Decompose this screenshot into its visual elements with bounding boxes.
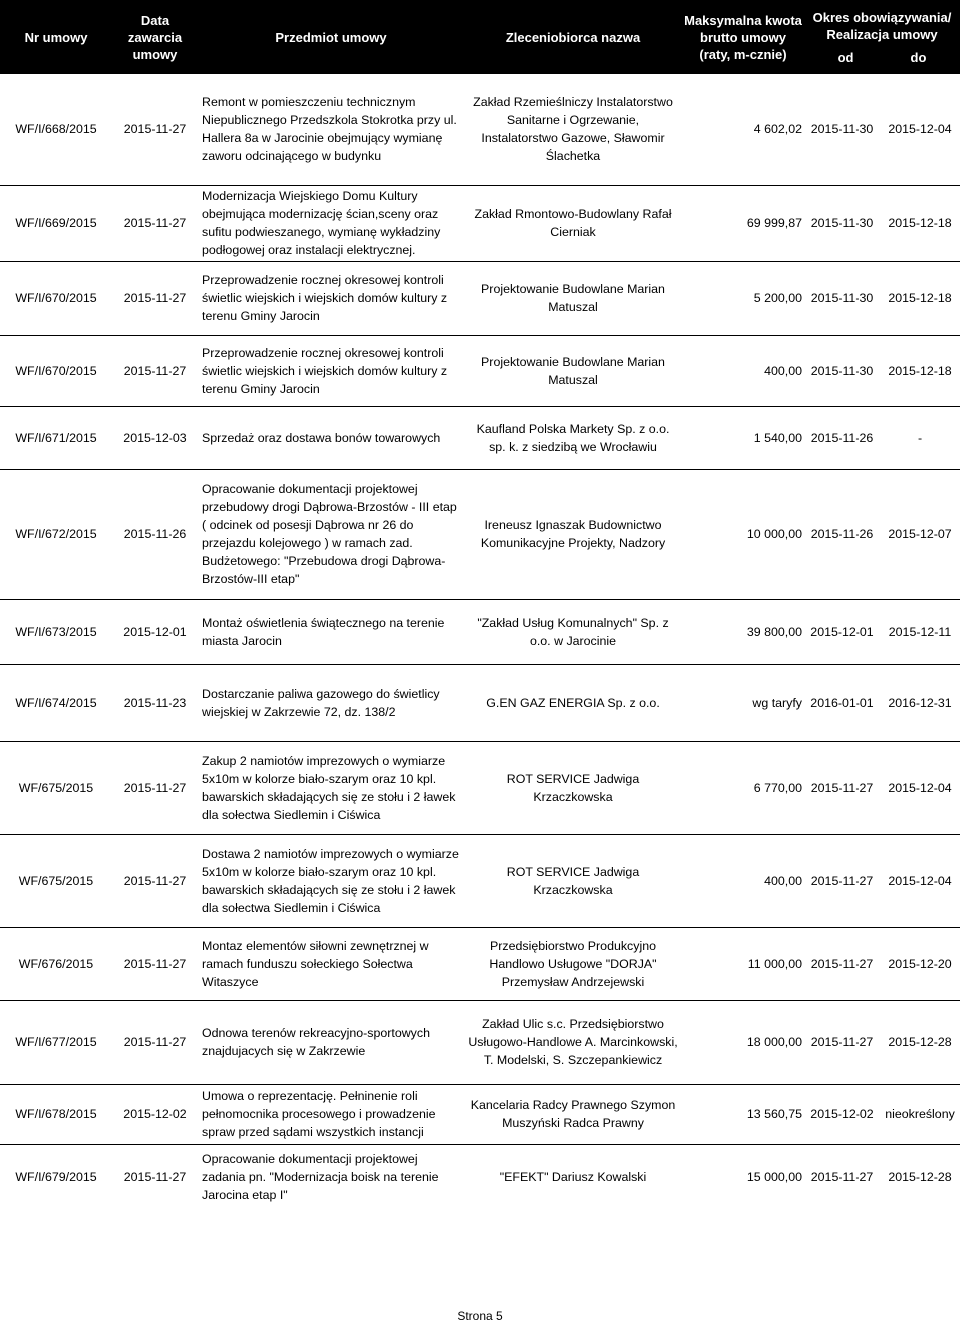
cell-subject: Umowa o reprezentację. Pełninenie roli pełnomocnika procesowego i prowadzenie spraw przed sądami wszystkich instancji [198, 1084, 464, 1144]
cell-from: 2015-11-27 [804, 834, 880, 927]
table-row [0, 1084, 960, 1144]
table-row [0, 599, 960, 664]
cell-from: 2015-11-26 [804, 469, 880, 599]
cell-amount: 15 000,00 [746, 1169, 802, 1184]
cell-date: 2015-11-27 [112, 335, 198, 406]
header-from: od [837, 49, 854, 65]
cell-subject: Opracowanie dokumentacji projektowej zadania pn. "Modernizacja boisk na terenie Jarocina etap I" [202, 1151, 439, 1202]
header-amount: Maksymalna kwota brutto umowy (raty, m-cznie) [682, 0, 804, 74]
cell-to: 2015-12-28 [888, 1169, 952, 1184]
cell-to: 2015-12-04 [880, 741, 960, 834]
cell-to: - [880, 406, 960, 469]
cell-amount: 6 770,00 [682, 741, 804, 834]
cell-to: 2015-12-18 [880, 335, 960, 406]
cell-contractor: Kaufland Polska Markety Sp. z o.o. sp. k. z siedzibą we Wrocławiu [464, 406, 682, 469]
cell-date: 2015-12-02 [112, 1084, 198, 1144]
cell-contractor: G.EN GAZ ENERGIA Sp. z o.o. [464, 664, 682, 741]
cell-nr: WF/I/668/2015 [0, 74, 112, 185]
cell-from: 2015-11-30 [804, 74, 880, 185]
cell-date: 2015-11-27 [112, 185, 198, 261]
cell-from: 2015-11-27 [804, 741, 880, 834]
cell-amount: 39 800,00 [682, 599, 804, 664]
cell-amount: 1 540,00 [682, 406, 804, 469]
cell-from: 2015-11-27 [810, 1169, 874, 1184]
cell-amount: 400,00 [682, 834, 804, 927]
cell-subject: Dostarczanie paliwa gazowego do świetlicy wiejskiej w Zakrzewie 72, dz. 138/2 [198, 664, 464, 741]
header-date: Data zawarcia umowy [112, 0, 198, 74]
cell-subject: Montaż oświetlenia świątecznego na terenie miasta Jarocin [198, 599, 464, 664]
cell-nr: WF/I/674/2015 [0, 664, 112, 741]
cell-amount: 13 560,75 [682, 1084, 804, 1144]
cell-date: 2015-12-03 [112, 406, 198, 469]
cell-from: 2015-11-26 [804, 406, 880, 469]
header-nr: Nr umowy [0, 0, 112, 74]
table-header [0, 0, 960, 74]
cell-nr: WF/I/670/2015 [0, 335, 112, 406]
cell-from: 2016-01-01 [804, 664, 880, 741]
cell-from: 2015-12-02 [804, 1084, 880, 1144]
cell-from: 2015-11-30 [804, 335, 880, 406]
cell-subject: Sprzedaż oraz dostawa bonów towarowych [198, 406, 464, 469]
table-row [0, 1144, 960, 1209]
cell-subject: Zakup 2 namiotów imprezowych o wymiarze 5x10m w kolorze biało-szarym oraz 10 kpl. bawarskich składających się ze stołu i 2 ławek dla sołectwa Siedlemin i Ciświca [198, 741, 464, 834]
cell-subject: Dostawa 2 namiotów imprezowych o wymiarze 5x10m w kolorze biało-szarym oraz 10 kpl. bawarskich składających się ze stołu i 2 ławek dla sołectwa Siedlemin i Ciświca [198, 834, 464, 927]
cell-nr: WF/676/2015 [0, 927, 112, 1000]
cell-contractor: ROT SERVICE Jadwiga Krzaczkowska [464, 834, 682, 927]
cell-amount: 11 000,00 [682, 927, 804, 1000]
table-row [0, 664, 960, 741]
cell-to: 2015-12-18 [880, 185, 960, 261]
table-row [0, 927, 960, 1000]
header-period-label: Okres obowiązywania/ Realizacja umowy [812, 9, 952, 42]
header-period [804, 0, 960, 74]
cell-to: 2015-12-07 [880, 469, 960, 599]
cell-date: 2015-11-27 [123, 1169, 187, 1184]
cell-amount: 10 000,00 [682, 469, 804, 599]
cell-to: nieokreślony [880, 1084, 960, 1144]
cell-contractor: Przedsiębiorstwo Produkcyjno Handlowo Usługowe "DORJA" Przemysław Andrzejewski [464, 927, 682, 1000]
cell-contractor: Projektowanie Budowlane Marian Matuszal [464, 261, 682, 335]
cell-from: 2015-11-30 [804, 185, 880, 261]
table-row [0, 74, 960, 185]
cell-subject: Remont w pomieszczeniu technicznym Niepublicznego Przedszkola Stokrotka przy ul. Hallera 8a w Jarocinie obejmujący wymianę zaworu odcinającego w budynku [198, 74, 464, 185]
cell-date: 2015-11-27 [112, 74, 198, 185]
cell-contractor: Ireneusz Ignaszak Budownictwo Komunikacyjne Projekty, Nadzory [464, 469, 682, 599]
page-footer: Strona 5 [457, 1309, 503, 1323]
cell-subject: Opracowanie dokumentacji projektowej przebudowy drogi Dąbrowa-Brzostów - III etap ( odcinek od posesji Dąbrowa nr 26 do przejazdu kolejowego ) w ramach zad. Budżetowego: "Przebudowa drogi Dąbrowa-Brzostów-III etap" [198, 469, 464, 599]
cell-to: 2015-12-04 [880, 834, 960, 927]
cell-amount: 4 602,02 [682, 74, 804, 185]
cell-to: 2015-12-18 [880, 261, 960, 335]
cell-to: 2015-12-11 [880, 599, 960, 664]
cell-contractor: Zakład Rzemieślniczy Instalatorstwo Sanitarne i Ogrzewanie, Instalatorstwo Gazowe, Sławomir Ślachetka [464, 74, 682, 185]
cell-contractor: Projektowanie Budowlane Marian Matuszal [464, 335, 682, 406]
cell-contractor: Zakład Rmontowo-Budowlany Rafał Cierniak [464, 185, 682, 261]
cell-from: 2015-12-01 [804, 599, 880, 664]
cell-date: 2015-11-27 [112, 261, 198, 335]
cell-subject: Montaz elementów siłowni zewnętrznej w ramach funduszu sołeckiego Sołectwa Witaszyce [198, 927, 464, 1000]
cell-date: 2015-11-27 [112, 741, 198, 834]
cell-amount: 69 999,87 [682, 185, 804, 261]
cell-to: 2016-12-31 [880, 664, 960, 741]
cell-to: 2015-12-04 [880, 74, 960, 185]
cell-amount: 5 200,00 [682, 261, 804, 335]
cell-date: 2015-11-27 [112, 834, 198, 927]
cell-nr: WF/I/671/2015 [0, 406, 112, 469]
cell-subject: Przeprowadzenie rocznej okresowej kontroli świetlic wiejskich i wiejskich domów kultury z terenu Gminy Jarocin [198, 335, 464, 406]
cell-nr: WF/I/678/2015 [0, 1084, 112, 1144]
cell-date: 2015-11-23 [112, 664, 198, 741]
cell-date: 2015-11-27 [112, 927, 198, 1000]
cell-to: 2015-12-20 [880, 927, 960, 1000]
table-row [0, 406, 960, 469]
cell-contractor: Zakład Ulic s.c. Przedsiębiorstwo Usługowo-Handlowe A. Marcinkowski, T. Modelski, S. Szczepankiewicz [464, 1000, 682, 1084]
cell-date: 2015-11-26 [112, 469, 198, 599]
header-to: do [910, 49, 927, 65]
header-period-subheaders [806, 49, 958, 66]
table-row [0, 469, 960, 599]
cell-date: 2015-12-01 [112, 599, 198, 664]
cell-contractor: ROT SERVICE Jadwiga Krzaczkowska [464, 741, 682, 834]
cell-contractor: Kancelaria Radcy Prawnego Szymon Muszyński Radca Prawny [464, 1084, 682, 1144]
table-row [0, 261, 960, 335]
cell-nr: WF/I/672/2015 [0, 469, 112, 599]
cell-subject: Odnowa terenów rekreacyjno-sportowych znajdujacych się w Zakrzewie [198, 1000, 464, 1084]
cell-amount: wg taryfy [682, 664, 804, 741]
table-body [0, 74, 960, 1209]
table-row [0, 1000, 960, 1084]
cell-nr: WF/I/677/2015 [0, 1000, 112, 1084]
cell-amount: 18 000,00 [682, 1000, 804, 1084]
table-row [0, 185, 960, 261]
cell-nr: WF/675/2015 [0, 741, 112, 834]
cell-date: 2015-11-27 [112, 1000, 198, 1084]
cell-nr: WF/I/673/2015 [0, 599, 112, 664]
cell-subject: Modernizacja Wiejskiego Domu Kultury obejmująca modernizację ścian,sceny oraz sufitu podwieszanego, wymianę wykładziny podłogowej oraz instalacji elektrycznej. [198, 185, 464, 261]
cell-contractor: "Zakład Usług Komunalnych" Sp. z o.o. w Jarocinie [464, 599, 682, 664]
cell-nr: WF/675/2015 [0, 834, 112, 927]
cell-amount: 400,00 [682, 335, 804, 406]
cell-nr: WF/I/669/2015 [0, 185, 112, 261]
cell-from: 2015-11-27 [804, 927, 880, 1000]
cell-from: 2015-11-30 [804, 261, 880, 335]
cell-from: 2015-11-27 [804, 1000, 880, 1084]
table-row [0, 741, 960, 834]
cell-contractor: "EFEKT" Dariusz Kowalski [499, 1169, 647, 1184]
table-row [0, 335, 960, 406]
table-row [0, 834, 960, 927]
cell-nr: WF/I/670/2015 [0, 261, 112, 335]
cell-nr: WF/I/679/2015 [15, 1169, 97, 1184]
cell-to: 2015-12-28 [880, 1000, 960, 1084]
header-contractor: Zleceniobiorca nazwa [464, 0, 682, 74]
cell-subject: Przeprowadzenie rocznej okresowej kontroli świetlic wiejskich i wiejskich domów kultury z terenu Gminy Jarocin [198, 261, 464, 335]
header-subject: Przedmiot umowy [198, 0, 464, 74]
